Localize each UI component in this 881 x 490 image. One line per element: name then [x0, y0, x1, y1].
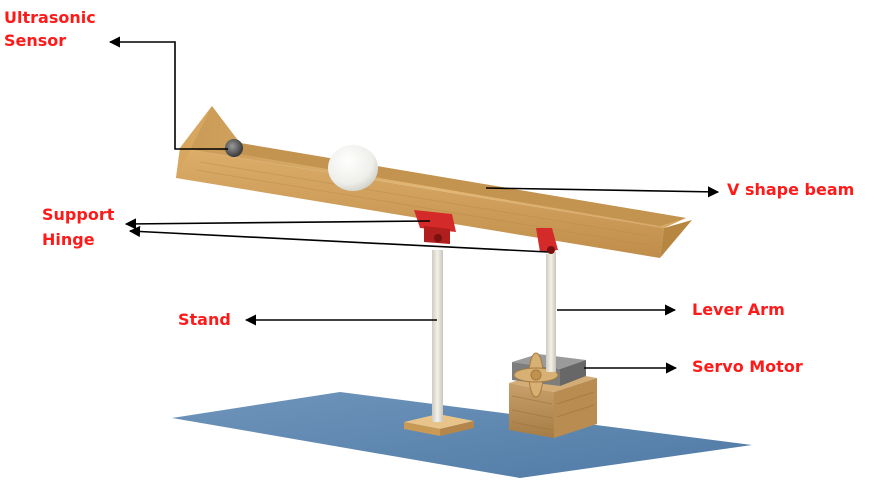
- label-lever-arm: Lever Arm: [692, 300, 785, 319]
- ball: [328, 145, 378, 191]
- stand-rod: [432, 250, 443, 422]
- lever-arm-rod: [546, 252, 556, 372]
- label-support-line2: Hinge: [42, 230, 95, 249]
- support-hinge-arrow-2: [130, 231, 548, 252]
- ultrasonic-sensor: [225, 139, 243, 157]
- label-support-line1: Support: [42, 205, 115, 224]
- label-v-shape-beam: V shape beam: [727, 180, 855, 199]
- label-stand: Stand: [178, 310, 231, 329]
- support-hinge: [414, 210, 456, 244]
- base-plate: [172, 392, 752, 478]
- label-ultrasonic-line1: Ultrasonic: [4, 8, 96, 27]
- label-ultrasonic-line2: Sensor: [4, 31, 67, 50]
- label-servo-motor: Servo Motor: [692, 357, 803, 376]
- support-hinge-arrow-1: [126, 221, 430, 224]
